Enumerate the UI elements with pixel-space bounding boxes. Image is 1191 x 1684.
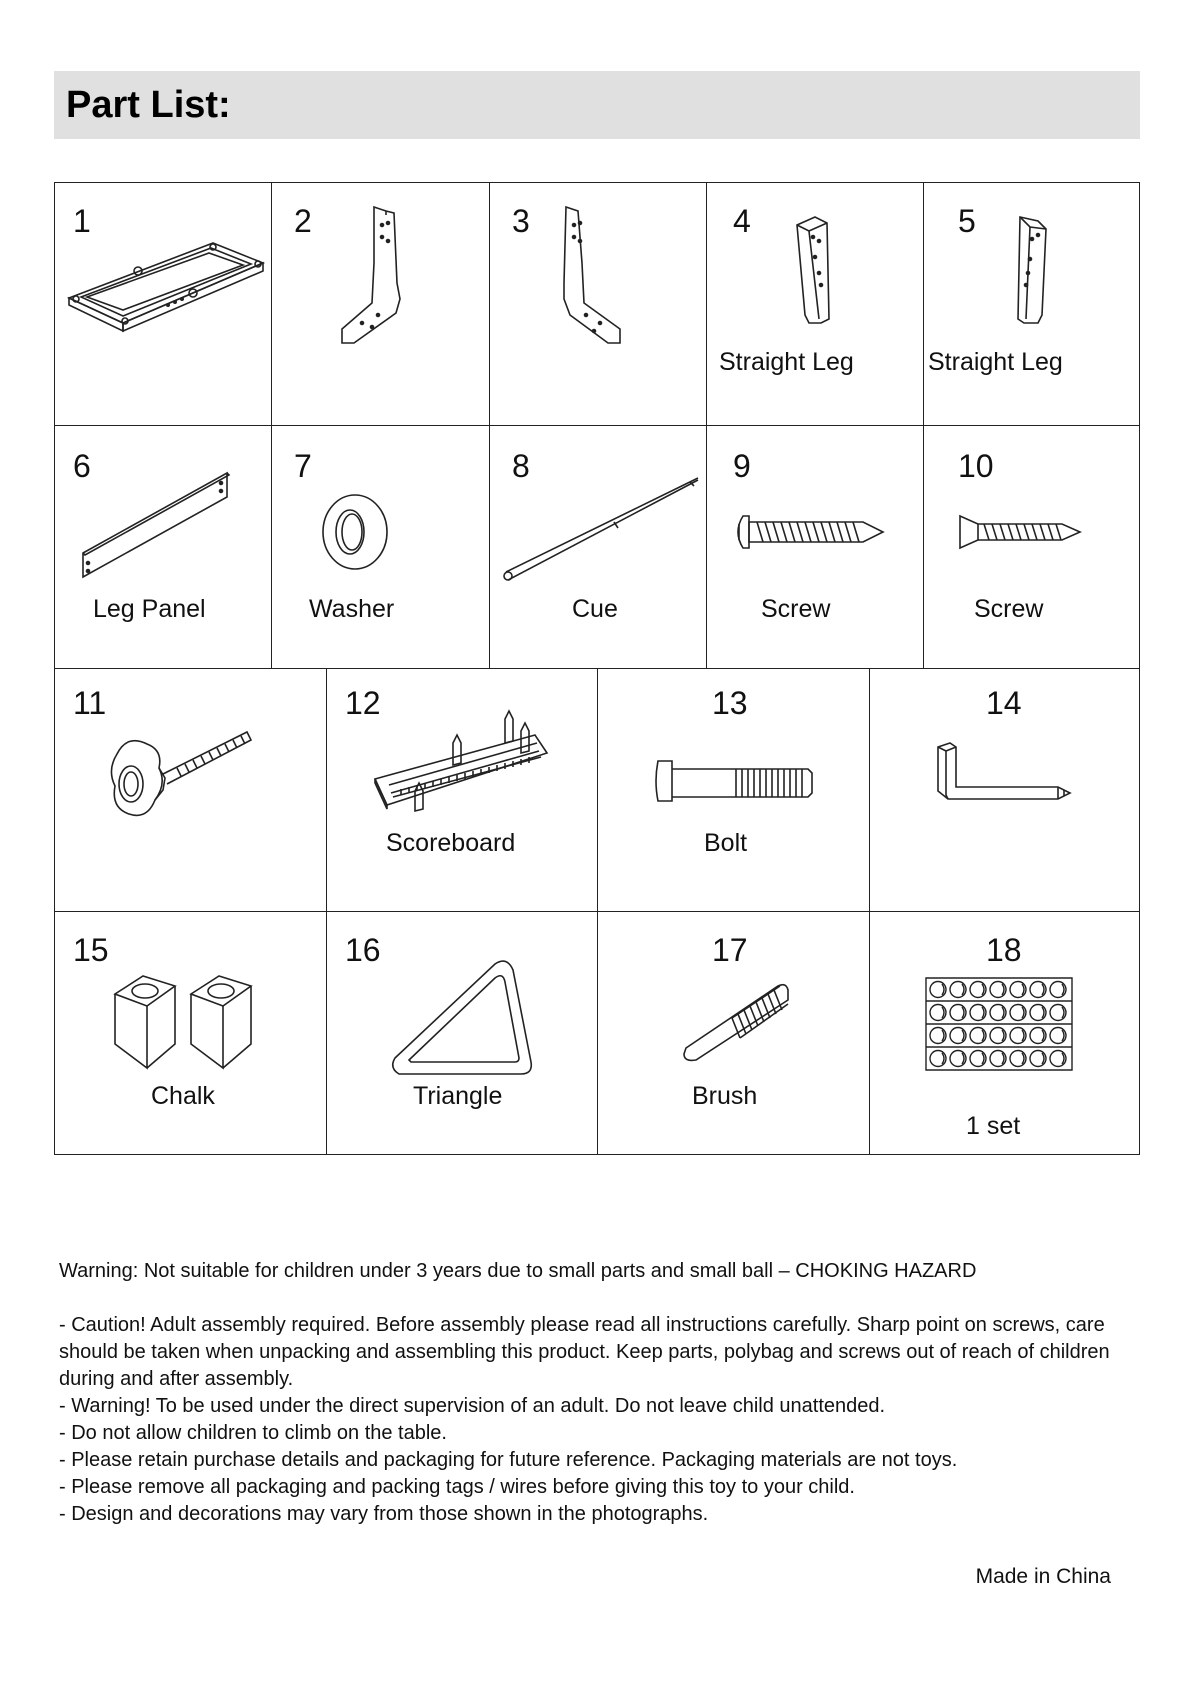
part-number: 3 bbox=[512, 203, 530, 239]
part-cell-5 bbox=[923, 183, 1140, 425]
part-cell-18 bbox=[869, 912, 1140, 1154]
curved-leg-left-icon bbox=[342, 203, 422, 343]
allen-key-icon bbox=[936, 741, 1076, 805]
bolt-icon bbox=[654, 757, 816, 807]
note-item: - Warning! To be used under the direct supervision of an adult. Do not leave child unattended. bbox=[59, 1395, 886, 1417]
parts-row-2 bbox=[54, 425, 1140, 668]
part-label: Washer bbox=[309, 595, 395, 623]
part-label: 1 set bbox=[966, 1112, 1021, 1140]
straight-leg-icon bbox=[795, 215, 835, 325]
part-label: Straight Leg bbox=[719, 348, 854, 376]
washer-icon bbox=[320, 492, 390, 572]
note-item: - Please remove all packaging and packing tags / wires before giving this toy to your child. bbox=[59, 1476, 855, 1498]
part-number: 4 bbox=[733, 203, 751, 239]
parts-grid bbox=[54, 182, 1140, 1155]
knob-bolt-icon bbox=[107, 724, 257, 824]
page-title: Part List: bbox=[66, 84, 231, 126]
note-item: - Design and decorations may vary from those shown in the photographs. bbox=[59, 1503, 709, 1525]
part-cell-14 bbox=[869, 669, 1140, 911]
note-item: - Caution! Adult assembly required. Before assembly please read all instructions carefully. Sharp point on screws, care should be taken when unpacking and assembling this product. Keep parts, polybag and screws out of reach of children during and after assembly. bbox=[59, 1314, 1110, 1390]
pool-table-top-icon bbox=[63, 203, 263, 343]
chalk-cubes-icon bbox=[113, 972, 263, 1072]
part-cell-2 bbox=[271, 183, 489, 425]
part-number: 8 bbox=[512, 448, 530, 484]
part-label: Brush bbox=[692, 1082, 758, 1110]
parts-row-3 bbox=[54, 668, 1140, 911]
part-cell-8 bbox=[489, 426, 706, 668]
part-label: Scoreboard bbox=[386, 829, 516, 857]
part-cell-6 bbox=[54, 426, 271, 668]
part-cell-16 bbox=[326, 912, 597, 1154]
part-cell-12 bbox=[326, 669, 597, 911]
parts-row-1 bbox=[54, 182, 1140, 425]
made-in-label: Made in China bbox=[975, 1565, 1111, 1588]
part-number: 5 bbox=[958, 203, 976, 239]
scoreboard-icon bbox=[375, 705, 551, 825]
part-label: Cue bbox=[572, 595, 618, 623]
part-number: 1 bbox=[73, 203, 91, 239]
part-number: 7 bbox=[294, 448, 312, 484]
triangle-rack-icon bbox=[391, 958, 535, 1078]
part-number: 14 bbox=[986, 685, 1022, 721]
part-cell-17 bbox=[597, 912, 869, 1154]
part-number: 9 bbox=[733, 448, 751, 484]
part-cell-3 bbox=[489, 183, 706, 425]
part-number: 17 bbox=[712, 932, 748, 968]
part-number: 10 bbox=[958, 448, 994, 484]
part-cell-1 bbox=[54, 183, 271, 425]
part-cell-11 bbox=[54, 669, 326, 911]
part-cell-7 bbox=[271, 426, 489, 668]
curved-leg-right-icon bbox=[560, 203, 640, 343]
part-number: 16 bbox=[345, 932, 381, 968]
part-cell-4 bbox=[706, 183, 923, 425]
note-item: - Do not allow children to climb on the table. bbox=[59, 1422, 447, 1444]
part-number: 18 bbox=[986, 932, 1022, 968]
part-label: Straight Leg bbox=[928, 348, 1063, 376]
part-number: 12 bbox=[345, 685, 381, 721]
part-number: 2 bbox=[294, 203, 312, 239]
ball-set-icon bbox=[924, 976, 1074, 1072]
part-label: Chalk bbox=[151, 1082, 215, 1110]
part-cell-10 bbox=[923, 426, 1140, 668]
part-number: 11 bbox=[73, 685, 107, 721]
part-cell-9 bbox=[706, 426, 923, 668]
choking-warning: Warning: Not suitable for children under 3 years due to small parts and small ball – CHOKING HAZARD bbox=[59, 1260, 977, 1282]
part-number: 13 bbox=[712, 685, 748, 721]
part-label: Bolt bbox=[704, 829, 748, 857]
part-cell-15 bbox=[54, 912, 326, 1154]
page-header bbox=[54, 71, 1140, 139]
part-cell-13 bbox=[597, 669, 869, 911]
part-number: 15 bbox=[73, 932, 109, 968]
brush-icon bbox=[682, 978, 792, 1062]
straight-leg-icon bbox=[1012, 215, 1052, 325]
part-label: Screw bbox=[974, 595, 1044, 623]
part-label: Triangle bbox=[413, 1082, 503, 1110]
part-label: Leg Panel bbox=[93, 595, 206, 623]
note-item: - Please retain purchase details and packaging for future reference. Packaging materials are not toys. bbox=[59, 1449, 958, 1471]
pan-head-screw-icon bbox=[733, 512, 887, 552]
parts-row-4 bbox=[54, 911, 1140, 1155]
part-label: Screw bbox=[761, 595, 831, 623]
leg-panel-icon bbox=[83, 471, 233, 581]
part-number: 6 bbox=[73, 448, 91, 484]
cue-icon bbox=[504, 476, 700, 586]
safety-notes bbox=[59, 1258, 1139, 1528]
flat-head-screw-icon bbox=[958, 512, 1084, 552]
